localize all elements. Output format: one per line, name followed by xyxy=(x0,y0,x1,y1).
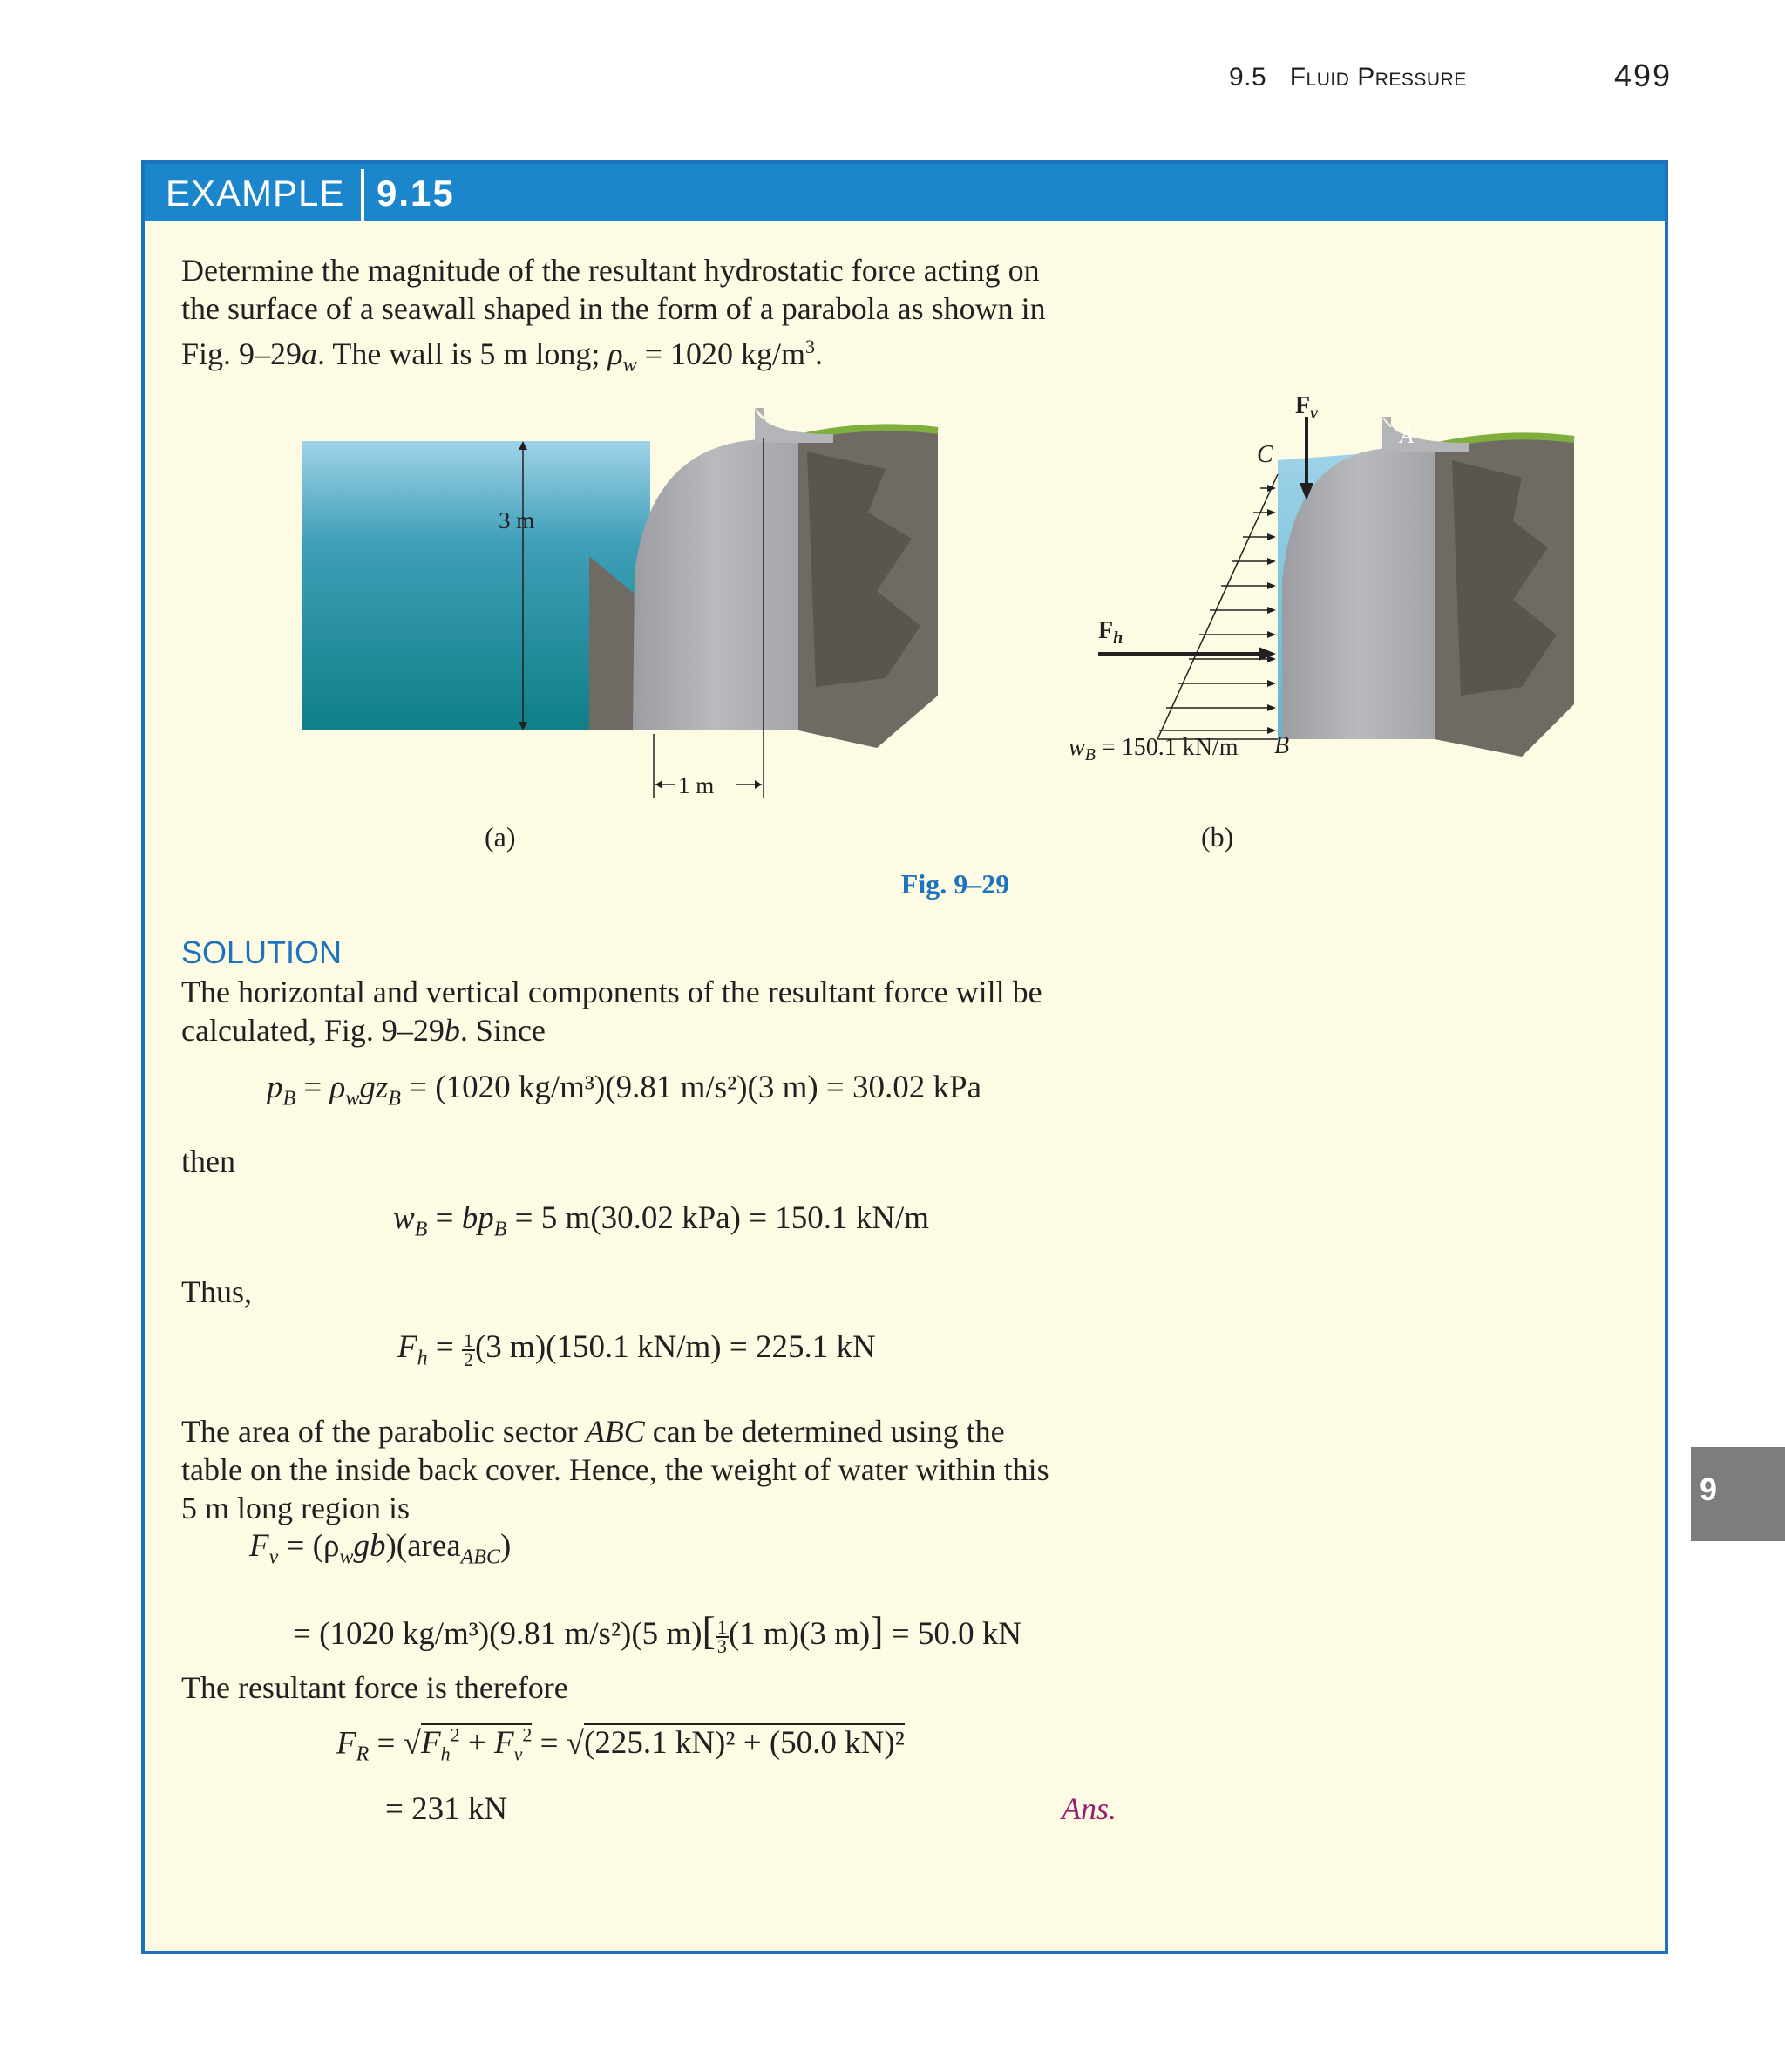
point-c-label: C xyxy=(1257,441,1273,468)
equation-resultant-value: = 231 kN xyxy=(385,1791,508,1827)
point-a-label: A xyxy=(1400,423,1414,448)
thus-text: Thus, xyxy=(181,1274,252,1309)
load-triangle-hypotenuse xyxy=(1157,474,1278,739)
equation-fv-value: = (1020 kg/m³)(9.81 m/s²)(5 m)[ $\frac{1}{3}$ (1 m)(3 m)] = 50.0 kN xyxy=(293,1608,1022,1657)
fv-value-part-2: (1 m)(3 m) xyxy=(728,1616,871,1652)
area-line-1: The area of the parabolic sector ABC can be determined using the xyxy=(181,1414,1005,1449)
area-line-3: 5 m long region is xyxy=(181,1491,410,1525)
figure-a xyxy=(275,399,955,818)
intro-line-2: calculated, Fig. 9–29b. Since xyxy=(181,1013,546,1048)
equation-fh: $F_h$ = $\frac{1}{2}$ (3 m)(150.1 kN/m) = 225.1 kN xyxy=(397,1328,876,1370)
chapter-tab xyxy=(1691,1447,1785,1541)
density-value: = 1020 kg/m xyxy=(636,336,805,371)
width-dimension-label: 1 m xyxy=(678,772,715,798)
subfigure-b-caption: (b) xyxy=(1201,821,1234,853)
problem-line-1: Determine the magnitude of the resultant hydrostatic force acting on xyxy=(181,253,1040,288)
answer-marker: Ans. xyxy=(1062,1791,1116,1826)
fv-label: $F_v$ xyxy=(1295,392,1318,423)
example-label: EXAMPLE xyxy=(166,173,345,214)
page-number: 499 xyxy=(1614,58,1673,93)
load-intensity-label: $w_B = 150.1$ kN/m xyxy=(1069,734,1239,764)
area-line-2: table on the inside back cover. Hence, the weight of water within this xyxy=(181,1452,1049,1487)
section-number: 9.5 xyxy=(1229,63,1267,92)
example-number: 9.15 xyxy=(377,173,455,214)
period: . xyxy=(814,336,823,371)
figure-b xyxy=(912,391,1592,826)
then-text: then xyxy=(181,1144,235,1179)
load-intensity-rhs: = 5 m(30.02 kPa) = 150.1 kN/m xyxy=(506,1200,930,1236)
solution-heading: SOLUTION xyxy=(181,934,343,970)
figure-caption: Fig. 9–29 xyxy=(900,868,1010,900)
point-b-label: B xyxy=(1274,732,1290,759)
subfigure-a-caption: (a) xyxy=(485,821,516,853)
problem-statement xyxy=(181,251,1131,384)
solution-intro xyxy=(181,973,1131,1050)
fh-rhs: (3 m)(150.1 kN/m) = 225.1 kN xyxy=(474,1329,876,1365)
fv-value-part-1: = (1020 kg/m³)(9.81 m/s²)(5 m) xyxy=(293,1616,702,1652)
fig-ref-letter: a xyxy=(302,336,318,371)
rho-subscript: w xyxy=(622,354,637,377)
equation-resultant: $F_R = √F_h^2 + F_v^2 = √(225.1$ kN)² + (50.0 kN)² xyxy=(336,1724,905,1766)
example-box xyxy=(141,160,1668,1954)
running-header-section xyxy=(1229,63,1467,92)
example-banner xyxy=(145,164,1665,221)
problem-line-2: the surface of a seawall shaped in the form of a parabola as shown in xyxy=(181,291,1046,326)
density-exponent: 3 xyxy=(804,336,815,357)
seawall-cap xyxy=(755,408,833,443)
seawall-parabola xyxy=(633,408,798,730)
section-title: Fluid Pressure xyxy=(1289,63,1467,92)
intro-line-1: The horizontal and vertical components of the resultant force will be xyxy=(181,975,1042,1009)
rho-symbol: ρ xyxy=(607,336,623,371)
height-dimension-label: 3 m xyxy=(499,507,535,533)
chapter-tab-number: 9 xyxy=(1700,1471,1718,1507)
seawall-cap xyxy=(1382,417,1469,452)
equation-pressure: $p_B = \rho_wgz_B = (1020$ kg/m³)(9.81 m/s²)(3 m) = 30.02 kPa xyxy=(267,1070,982,1111)
equation-load-intensity: $w_B = bp_B = 5$ m(30.02 kPa) = 150.1 kN/m xyxy=(393,1200,930,1241)
resultant-radicand: (225.1 kN)² + (50.0 kN)² xyxy=(584,1725,905,1762)
equation-fv-definition: $F_v$ = $(\rho_wgb)(area_{ABC})$ xyxy=(249,1528,512,1569)
fraction-half: $\frac{1}{2}$ xyxy=(463,1328,473,1370)
area-paragraph xyxy=(181,1412,1131,1527)
fv-def-rhs: = (ρ xyxy=(278,1528,340,1564)
resultant-intro: The resultant force is therefore xyxy=(181,1670,568,1705)
problem-text: . The wall is 5 m long; xyxy=(317,336,601,371)
banner-divider xyxy=(361,169,364,221)
fig-ref: Fig. 9–29 xyxy=(181,336,302,371)
fv-value-result: = 50.0 kN xyxy=(883,1616,1022,1652)
fraction-third: $\frac{1}{3}$ xyxy=(716,1615,727,1657)
problem-line-3 xyxy=(181,328,1131,384)
pressure-rhs: = (1020 kg/m³)(9.81 m/s²)(3 m) = 30.02 kPa xyxy=(400,1070,982,1105)
fh-label: $F_h$ xyxy=(1098,617,1123,648)
